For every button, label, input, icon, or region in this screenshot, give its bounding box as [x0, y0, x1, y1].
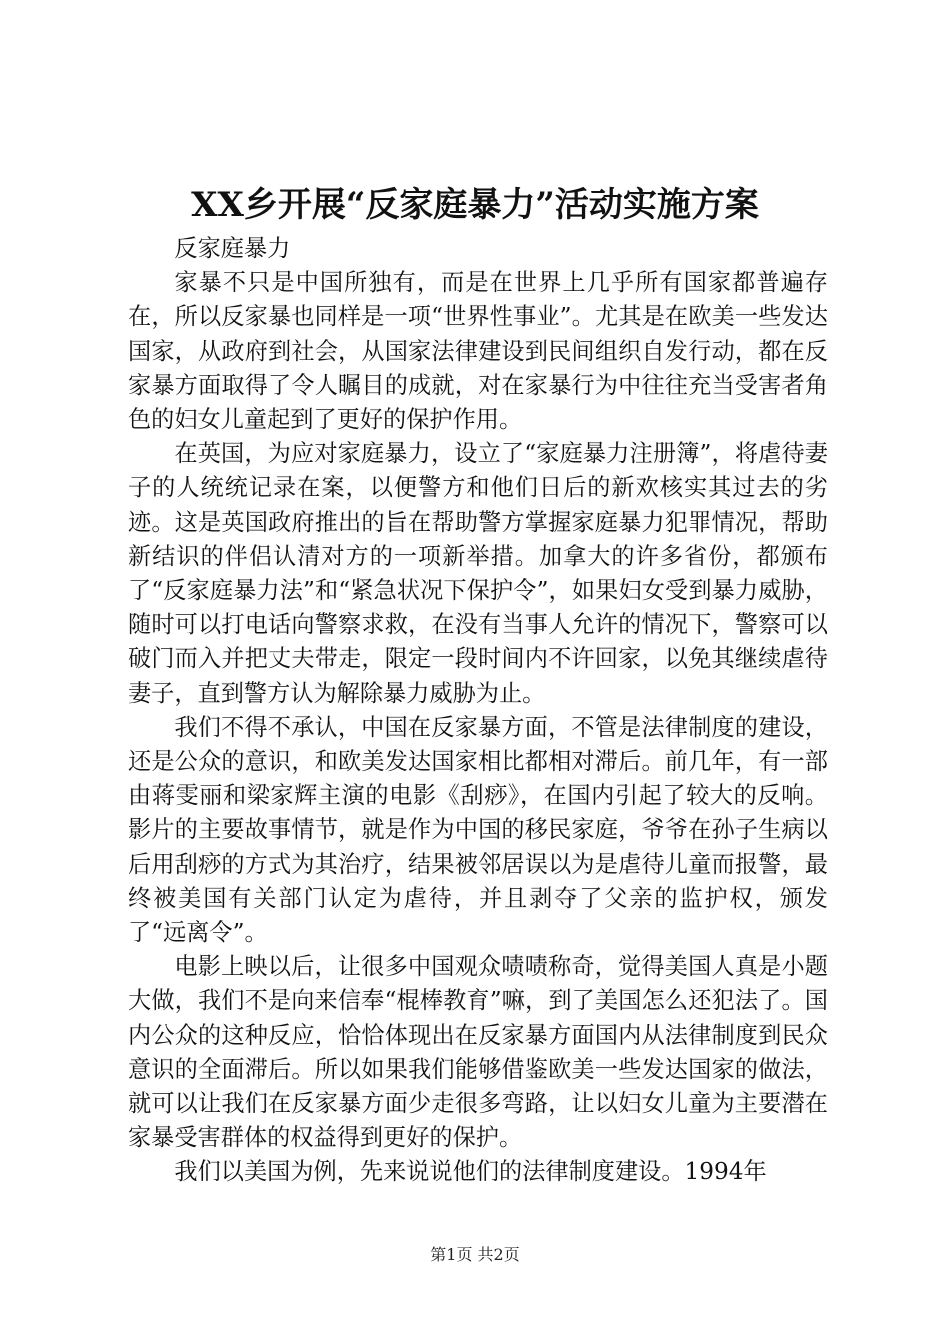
paragraph: 家暴不只是中国所独有，而是在世界上几乎所有国家都普遍存在，所以反家暴也同样是一项“世界性事业”。尤其是在欧美一些发达国家，从政府到社会，从国家法律建设到民间组织自发行动，都在反家暴方面取得了令人瞩目的成就，对在家暴行为中往往充当受害者角色的妇女儿童起到了更好的保护作用。: [128, 269, 828, 434]
paragraph: 我们不得不承认，中国在反家暴方面，不管是法律制度的建设，还是公众的意识，和欧美发达国家相比都相对滞后。前几年，有一部由蒋雯丽和梁家辉主演的电影《刮痧》，在国内引起了较大的反响。影片的主要故事情节，就是作为中国的移民家庭，爷爷在孙子生病以后用刮痧的方式为其治疗，结果被邻居误以为是虐待儿童而报警，最终被美国有关部门认定为虐待，并且剥夺了父亲的监护权，颁发了“远离令”。: [128, 713, 828, 947]
document-body: [128, 232, 828, 1190]
paragraph: 电影上映以后，让很多中国观众啧啧称奇，觉得美国人真是小题大做，我们不是向来信奉“棍棒教育”嘛，到了美国怎么还犯法了。国内公众的这种反应，恰恰体现出在反家暴方面国内从法律制度到民众意识的全面滞后。所以如果我们能够借鉴欧美一些发达国家的做法，就可以让我们在反家暴方面少走很多弯路，让以妇女儿童为主要潜在家暴受害群体的权益得到更好的保护。: [128, 953, 828, 1152]
paragraph-subtitle: 反家庭暴力: [174, 235, 291, 262]
paragraph: 我们以美国为例，先来说说他们的法律制度建设。1994年: [174, 1158, 767, 1186]
paragraph: 在英国，为应对家庭暴力，设立了“家庭暴力注册簿”，将虐待妻子的人统统记录在案，以便警方和他们日后的新欢核实其过去的劣迹。这是英国政府推出的旨在帮助警方掌握家庭暴力犯罪情况，帮助新结识的伴侣认清对方的一项新举措。加拿大的许多省份，都颁布了“反家庭暴力法”和“紧急状况下保护令”，如果妇女受到暴力威胁，随时可以打电话向警察求救，在没有当事人允许的情况下，警察可以破门而入并把丈夫带走，限定一段时间内不许回家，以免其继续虐待妻子，直到警方认为解除暴力威胁为止。: [128, 440, 828, 707]
document-title: XX乡开展“反家庭暴力”活动实施方案: [191, 185, 759, 225]
page-number-footer: 第1页 共2页: [430, 1245, 520, 1264]
